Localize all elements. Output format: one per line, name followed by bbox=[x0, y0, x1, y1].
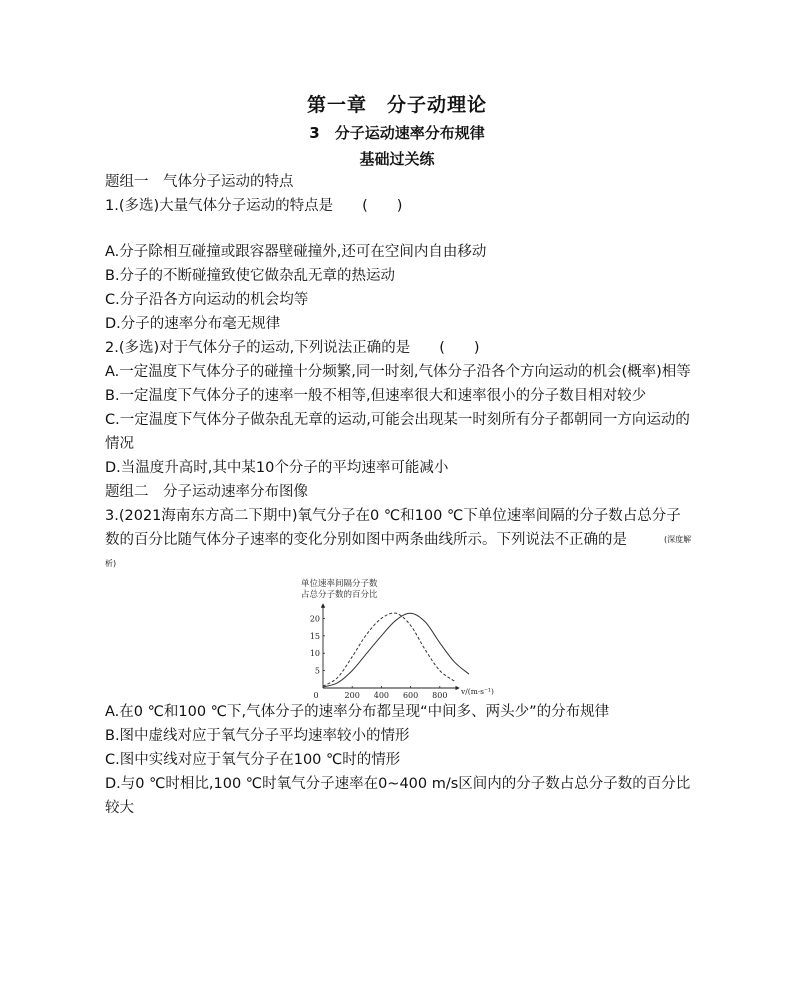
section-title: 3 分子运动速率分布规律 bbox=[309, 124, 485, 142]
x-tick-label: 800 bbox=[432, 691, 448, 700]
q3-option-b: B.图中虚线对应于氧气分子平均速率较小的情形 bbox=[105, 728, 410, 744]
q1-stem: 1.(多选)大量气体分子运动的特点是 ( ) bbox=[105, 198, 403, 214]
group1-title: 题组一 气体分子运动的特点 bbox=[105, 174, 294, 190]
y-tick-label: 5 bbox=[314, 666, 320, 676]
q1-option-a: A.分子除相互碰撞或跟容器壁碰撞外,还可在空间内自由移动 bbox=[105, 244, 487, 260]
question-body bbox=[105, 170, 695, 820]
y-tick-label: 15 bbox=[309, 631, 320, 641]
q2-stem: 2.(多选)对于气体分子的运动,下列说法正确的是 ( ) bbox=[105, 340, 480, 356]
solid-curve bbox=[323, 613, 469, 687]
q1-option-c: C.分子沿各方向运动的机会均等 bbox=[105, 292, 309, 308]
y-axis-label-line2: 占总分子数的百分比 bbox=[301, 590, 378, 600]
q1-option-b: B.分子的不断碰撞致使它做杂乱无章的热运动 bbox=[105, 268, 396, 284]
x-tick-label: 600 bbox=[402, 691, 419, 700]
q1-option-d: D.分子的速率分布毫无规律 bbox=[105, 316, 281, 332]
q3-stem bbox=[105, 504, 695, 576]
q3-option-a: A.在0 ℃和100 ℃下,气体分子的速率分布都呈现“中间多、两头少”的分布规律 bbox=[105, 704, 610, 720]
dashed-curve bbox=[323, 613, 454, 686]
y-tick-label: 20 bbox=[309, 614, 320, 624]
q2-option-c: C.一定温度下气体分子做杂乱无章的运动,可能会出现某一时刻所有分子都朝同一方向运动的情况 bbox=[105, 412, 690, 452]
q2-option-a: A.一定温度下气体分子的碰撞十分频繁,同一时刻,气体分子沿各个方向运动的机会(概率)相等 bbox=[105, 364, 691, 380]
q3-analysis-tag: (深度解析) bbox=[105, 535, 692, 568]
q3-option-d: D.与0 ℃时相比,100 ℃时氧气分子速率在0~400 m/s区间内的分子数占总分子数的百分比较大 bbox=[105, 776, 691, 816]
y-axis-label-line1: 单位速率间隔分子数 bbox=[301, 579, 378, 589]
q3-stem-text: 3.(2021海南东方高二下期中)氧气分子在0 ℃和100 ℃下单位速率间隔的分子数占总分子数的百分比随气体分子速率的变化分别如图中两条曲线所示。下列说法不正确的是 bbox=[105, 508, 681, 548]
x-tick-label: 400 bbox=[373, 691, 390, 700]
chapter-title: 第一章 分子动理论 bbox=[306, 94, 487, 116]
exercise-subtitle: 基础过关练 bbox=[359, 150, 435, 168]
chart-container bbox=[105, 576, 695, 700]
x-tick-label: 200 bbox=[344, 691, 360, 700]
x-tick-label: 0 bbox=[313, 691, 319, 700]
q2-option-b: B.一定温度下气体分子的速率一般不相等,但速率很大和速率很小的分子数目相对较少 bbox=[105, 388, 647, 404]
y-tick-label: 10 bbox=[309, 649, 320, 659]
speed-distribution-chart bbox=[295, 576, 505, 700]
q3-option-c: C.图中实线对应于氧气分子在100 ℃时的情形 bbox=[105, 752, 401, 768]
group2-title: 题组二 分子运动速率分布图像 bbox=[105, 484, 308, 500]
x-axis-label: v/(m·s⁻¹) bbox=[461, 687, 494, 696]
q2-option-d: D.当温度升高时,其中某10个分子的平均速率可能减小 bbox=[105, 460, 449, 476]
